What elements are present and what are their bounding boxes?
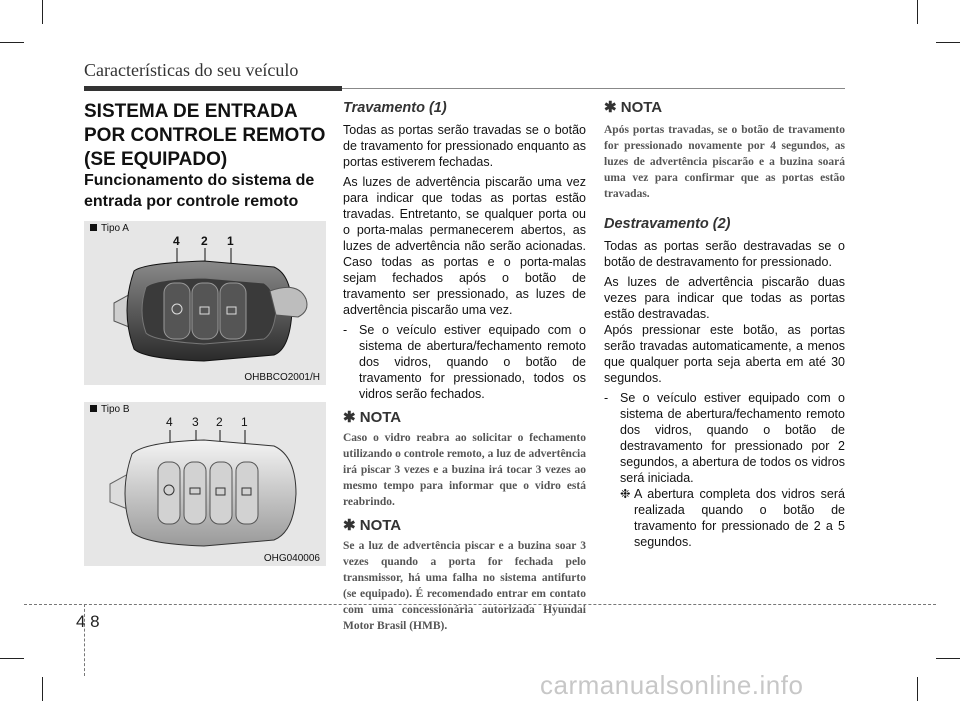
list-dash: - [343,323,348,337]
figure-a-code: OHBBCO2001/H [244,372,320,383]
destravamento-paragraph: Todas as portas serão destravadas se o botão de destravamento for pressionado. [604,239,845,269]
middle-column [343,100,586,634]
nota-2-title: ✱ NOTA [343,517,402,534]
destravamento-paragraph: As luzes de advertência piscarão duas vezes para indicar que todas as portas estão destravadas. [604,275,845,321]
list-dash: - [604,391,609,405]
destravamento-list-item [604,390,845,486]
header-rule-thin [342,88,845,89]
smart-key-a-illustration [84,221,326,385]
crop-mark [936,658,960,659]
sub-item-text: A abertura completa dos vidros será realizada quando o botão de travamento for pressionado de 2 a 5 segundos. [634,487,845,549]
callout-1: 1 [241,415,248,429]
callout-3: 3 [192,415,199,429]
callout-1: 1 [227,234,234,248]
section-title: SISTEMA DE ENTRADA POR CONTROLE REMOTO (SE EQUIPADO) [84,101,326,170]
figure-type-a [84,221,326,385]
callout-4: 4 [173,234,180,248]
header-rule-dark [84,86,342,91]
destravamento-sub-item [604,486,845,550]
figure-a-tag: Tipo A [90,223,129,234]
section-subtitle: Funcionamento do sistema de entrada por controle remoto [84,172,315,210]
travamento-title: Travamento (1) [343,100,447,116]
figure-b-code: OHG040006 [263,553,320,564]
nota-1-title: ✱ NOTA [343,409,402,426]
figure-b-tag: Tipo B [90,404,130,415]
destravamento-paragraph: Após pressionar este botão, as portas serão travadas automaticamente, a menos que qualquer porta seja aberta em até 30 segundos. [604,323,845,385]
watermark: carmanualsonline.info [540,670,804,700]
crop-mark [917,677,918,701]
callout-2: 2 [201,234,208,248]
nota-2-body: Se a luz de advertência piscar e a buzina soar 3 vezes quando a porta for fechada pelo transmissor, há uma falha no sistema antifurto (se equipado). É recomendado entrar em contato com uma concessionária autorizada Hyundai Motor Brasil (HMB). [343,540,586,632]
destravamento-title: Destravamento (2) [604,216,731,232]
sub-item-mark: ❉ [620,487,631,501]
callout-2: 2 [216,415,223,429]
callout-4: 4 [166,415,173,429]
crop-mark [0,658,24,659]
travamento-paragraph: Todas as portas serão travadas se o botão de travamento for pressionado enquanto as portas estiverem fechadas. [343,123,586,169]
crop-mark [0,42,24,43]
figure-type-b [84,402,326,566]
travamento-paragraph: As luzes de advertência piscarão uma vez para indicar que todas as portas estão travadas. Entretanto, se qualquer porta ou o porta-malas permanecerem abertos, as luzes de advertência não serão acionadas. Caso todas as portas e o porta-malas sejam fechados após o botão de travamento ser pressionado, as luzes de advertência piscarão uma vez. [343,175,586,317]
travamento-list-item [343,322,586,402]
crop-mark [42,0,43,24]
crop-mark [917,0,918,24]
crop-mark [936,42,960,43]
smart-key-b-illustration [84,402,326,566]
list-item-text: Se o veículo estiver equipado com o sistema de abertura/fechamento remoto dos vidros, quando o botão de travamento for pressionado, todos os vidros serão fechados. [359,323,586,401]
list-item-text: Se o veículo estiver equipado com o sistema de abertura/fechamento remoto dos vidros, quando o botão de destravamento for pressionado por 2 segundos, a abertura de todos os vidros será iniciada. [620,391,845,485]
crop-mark [42,677,43,701]
nota-1-body: Caso o vidro reabra ao solicitar o fechamento utilizando o controle remoto, a luz de advertência irá piscar 3 vezes e a buzina irá tocar 3 vezes ao mesmo tempo para informar que o vidro está reabrindo. [343,432,586,508]
footer-dotted-rule [24,604,936,605]
page-number: 4 8 [76,612,100,631]
header-title: Características do seu veículo [84,60,299,80]
nota-3-body: Após portas travadas, se o botão de travamento for pressionado novamente por 4 segundos, as luzes de advertência piscarão e a buzina soará uma vez para confirmar que as portas estão travadas. [604,124,845,200]
nota-3-title: ✱ NOTA [604,99,663,116]
right-column [604,100,845,550]
